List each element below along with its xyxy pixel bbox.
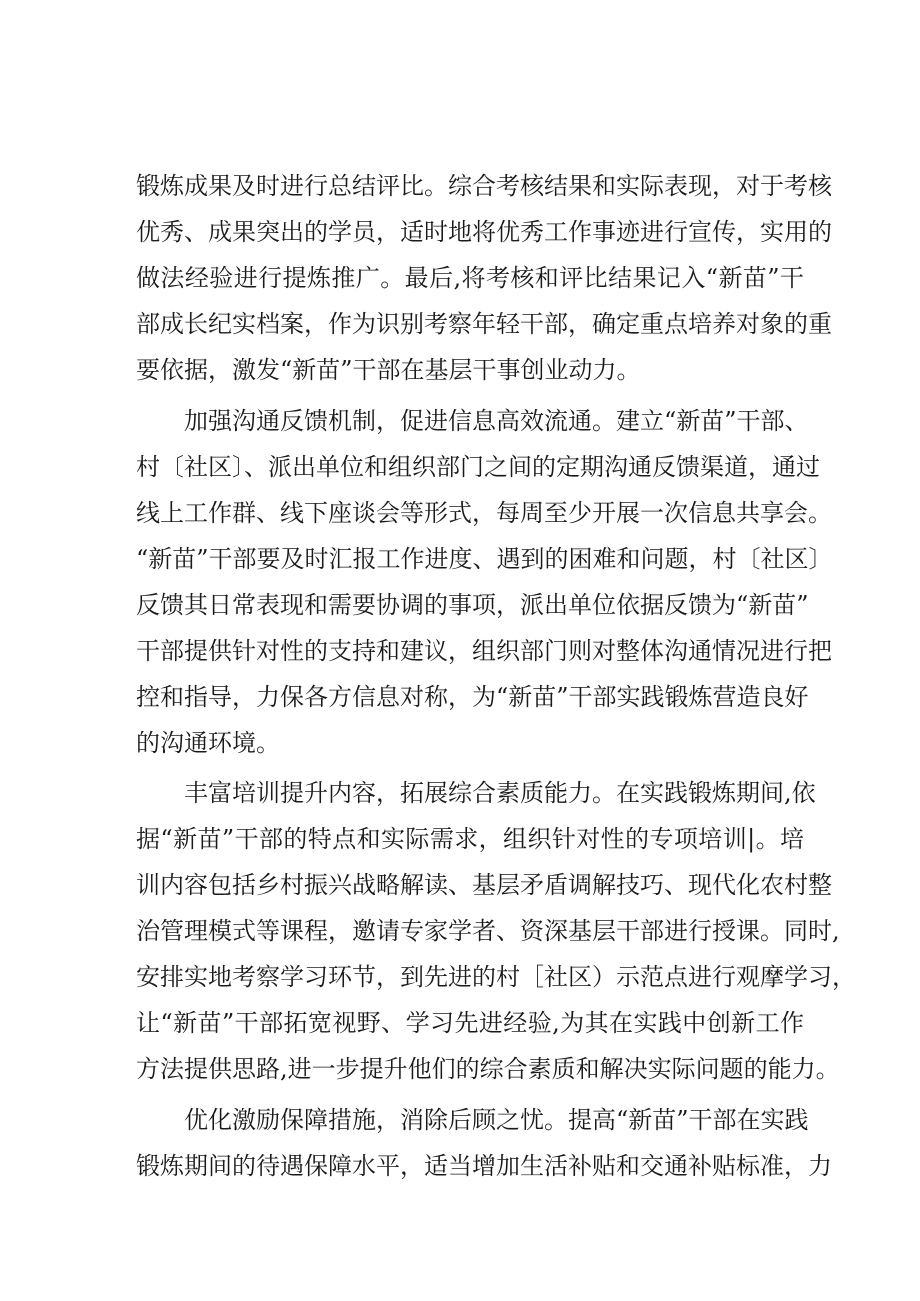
paragraph-1-line-2: 优秀、成果突出的学员，适时地将优秀工作事迹进行宣传，实用的 <box>136 218 832 246</box>
paragraph-2-line-6: 干部提供针对性的支持和建议，组织部门则对整体沟通情况进行把 <box>136 637 832 665</box>
paragraph-2-line-2: 村〔社区〕、派出单位和组织部门之间的定期沟通反馈渠道，通过 <box>136 453 820 481</box>
paragraph-1-line-1: 锻炼成果及时进行总结评比。综合考核结果和实际表现，对于考核 <box>136 172 832 200</box>
paragraph-4-line-2: 锻炼期间的待遇保障水平，适当增加生活补贴和交通补贴标准，力 <box>136 1152 832 1180</box>
paragraph-4-line-1: 优化激励保障措施，消除后顾之忧。提高“新苗”干部在实践 <box>184 1106 809 1134</box>
paragraph-3-line-1: 丰富培训提升内容，拓展综合素质能力。在实践锻炼期间,依 <box>184 779 816 807</box>
paragraph-1-line-4: 部成长纪实档案，作为识别考察年轻干部，确定重点培养对象的重 <box>136 310 832 338</box>
paragraph-2-line-3: 线上工作群、线下座谈会等形式，每周至少开展一次信息共享会。 <box>136 499 832 527</box>
paragraph-2-line-1: 加强沟通反馈机制，促进信息高效流通。建立“新苗”干部、 <box>184 407 809 435</box>
paragraph-3-line-2: 据“新苗”干部的特点和实际需求，组织针对性的专项培训|。培 <box>136 825 804 853</box>
paragraph-3-line-6: 让“新苗”干部拓宽视野、学习先进经验,为其在实践中创新工作 <box>136 1009 804 1037</box>
paragraph-3-line-3: 训内容包括乡村振兴战略解读、基层矛盾调解技巧、现代化农村整 <box>136 871 832 899</box>
paragraph-2-line-7: 控和指导，力保各方信息对称，为“新苗”干部实践锻炼营造良好 <box>136 683 809 711</box>
paragraph-2-line-8: 的沟通环境。 <box>136 729 280 757</box>
paragraph-1-line-5: 要依据，激发“新苗”干部在基层干事创业动力。 <box>136 356 641 384</box>
paragraph-1-line-3: 做法经验进行提炼推广。最后,将考核和评比结果记入“新苗”干 <box>136 264 804 292</box>
paragraph-3-line-5: 安排实地考察学习环节，到先进的村［社区）示范点进行观摩学习， <box>136 963 856 991</box>
paragraph-3-line-7: 方法提供思路,进一步提升他们的综合素质和解决实际问题的能力。 <box>136 1055 840 1083</box>
paragraph-3-line-4: 治管理模式等课程，邀请专家学者、资深基层干部进行授课。同时, <box>136 917 840 945</box>
paragraph-2-line-4: “新苗”干部要及时汇报工作进度、遇到的困难和问题，村〔社区〕 <box>136 545 833 573</box>
paragraph-2-line-5: 反馈其日常表现和需要协调的事项，派出单位依据反馈为“新苗” <box>136 591 809 619</box>
